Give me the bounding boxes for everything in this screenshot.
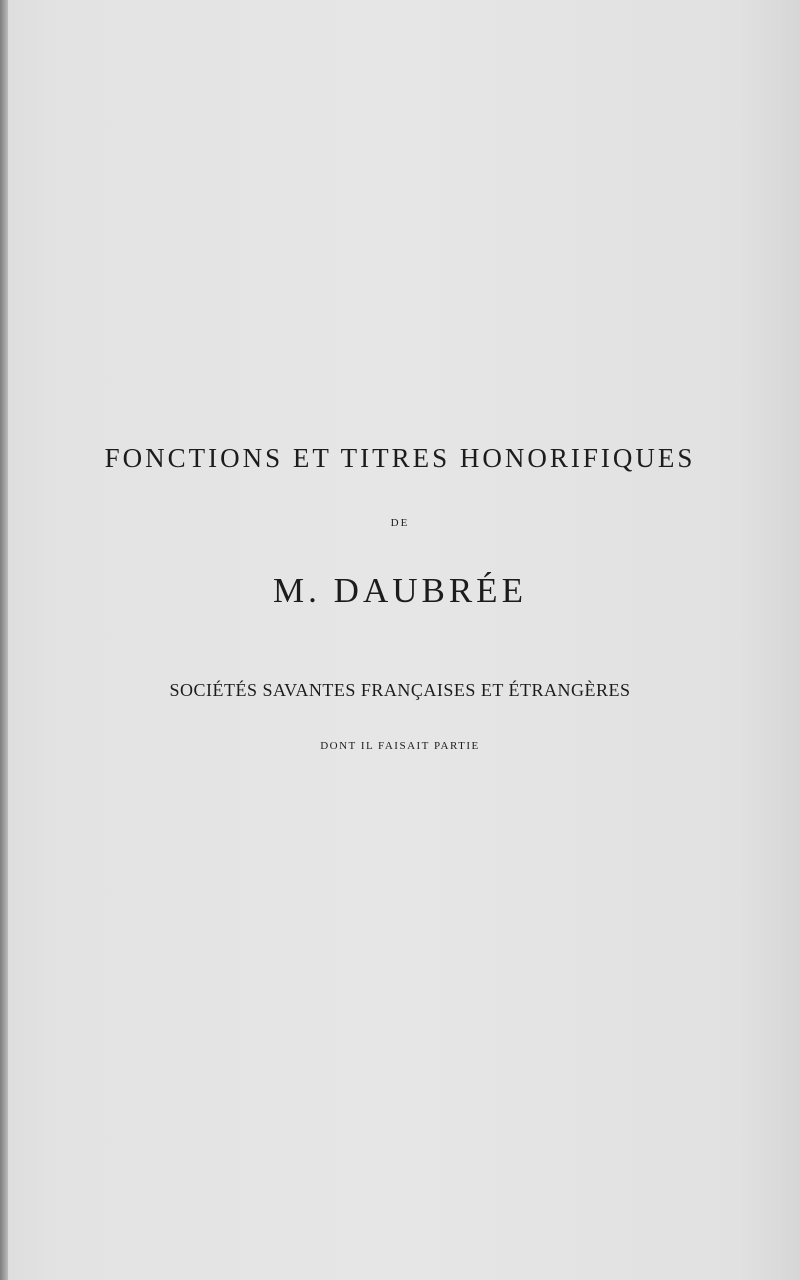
- section-heading: FONCTIONS ET TITRES HONORIFIQUES: [104, 443, 696, 473]
- membership-subheading: DONT IL FAISAIT PARTIE: [320, 740, 480, 752]
- person-name: M. DAUBRÉE: [273, 571, 527, 610]
- societies-subheading: SOCIÉTÉS SAVANTES FRANÇAISES ET ÉTRANGÈRES: [169, 680, 631, 700]
- page-edge-shadow: [0, 0, 8, 1280]
- heading-connector: DE: [390, 517, 410, 529]
